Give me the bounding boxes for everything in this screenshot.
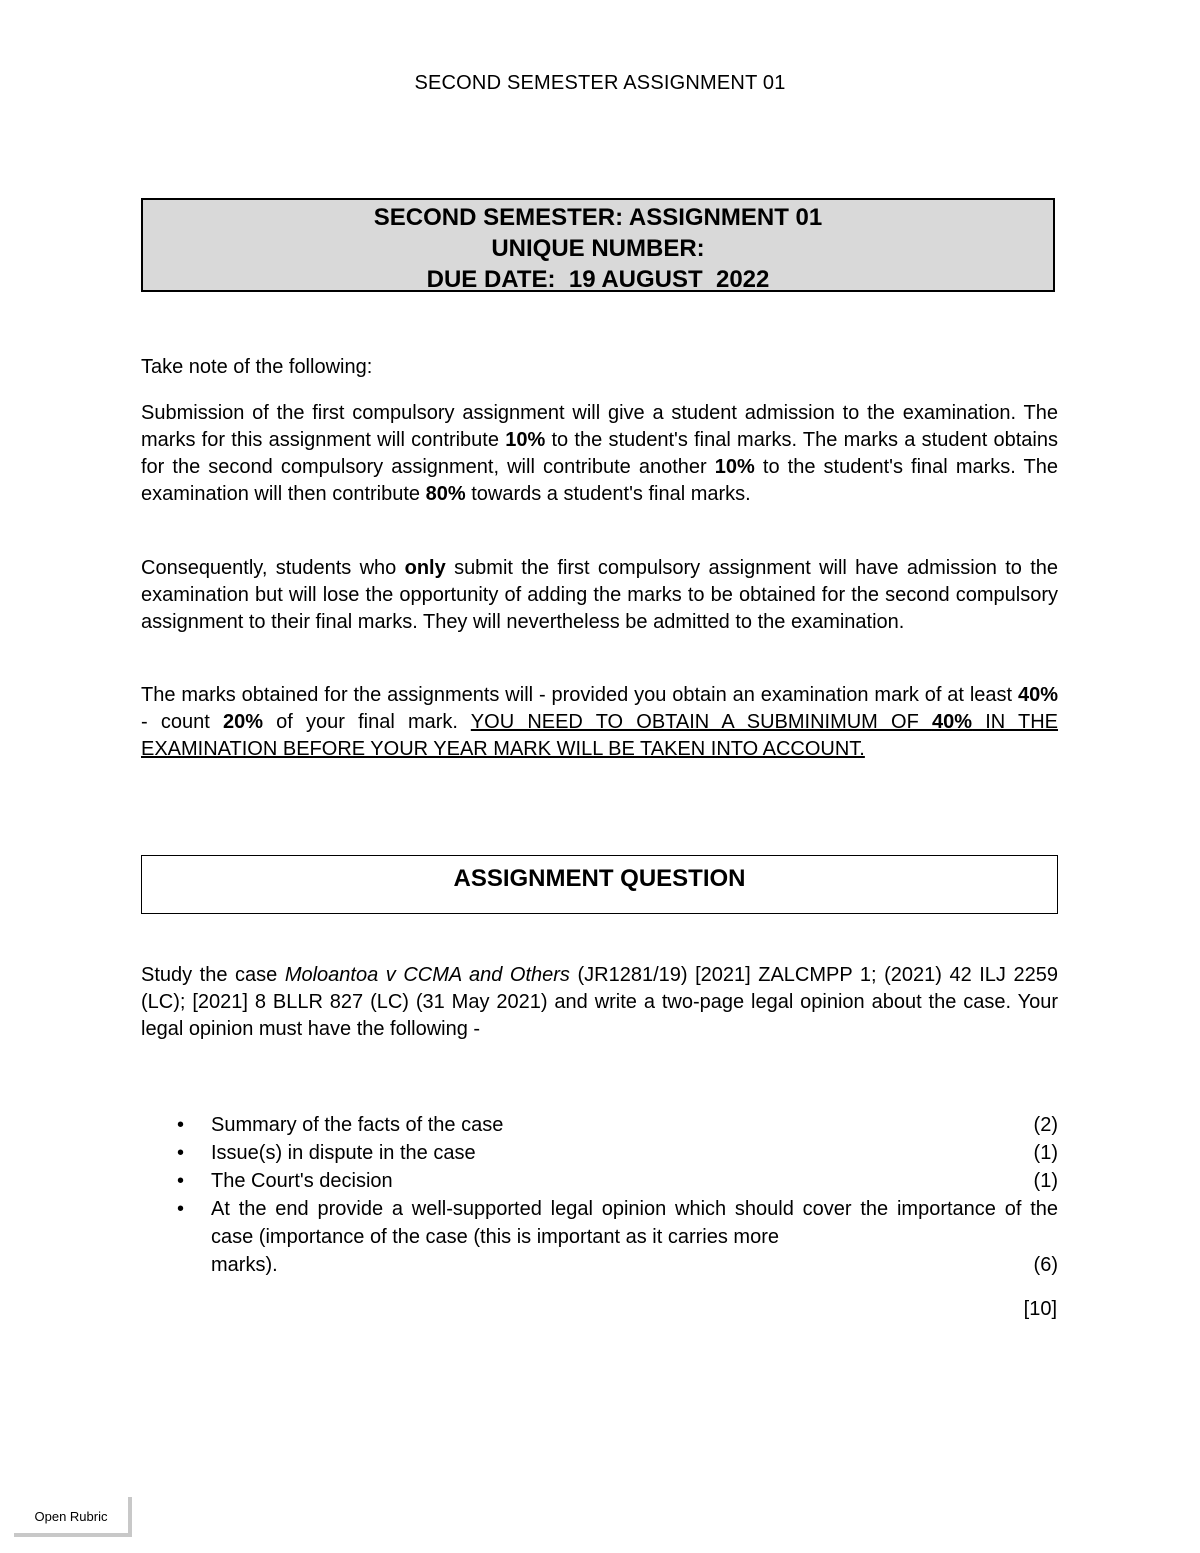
- assignment-title-box: [141, 198, 1055, 292]
- assignment-question-box: [141, 855, 1058, 914]
- list-item: • Summary of the facts of the case (2): [141, 1111, 1058, 1139]
- requirements-list: [141, 1111, 1058, 1279]
- marks: (2): [1033, 1114, 1058, 1136]
- paragraph-admission: [141, 400, 1058, 508]
- list-item: • Issue(s) in dispute in the case (1): [141, 1139, 1058, 1167]
- assignment-question-heading: ASSIGNMENT QUESTION: [453, 865, 746, 892]
- title-line-assignment: SECOND SEMESTER: ASSIGNMENT 01: [373, 204, 823, 231]
- bullet-icon: •: [177, 1114, 185, 1136]
- title-line-unique-number: UNIQUE NUMBER:: [491, 235, 705, 262]
- paragraph-subminimum: [141, 682, 1058, 763]
- bullet-icon: •: [177, 1170, 185, 1192]
- paragraph-subminimum-text: The marks obtained for the assignments will - provided you obtain an examination mark of at least 40% - count 20% of your final mark. YOU NEED TO OBTAIN A SUBMINIMUM OF 40% IN THE EXAMINATION BEFORE YOUR YEAR MARK WILL BE TAKEN INTO ACCOUNT.: [141, 684, 1059, 760]
- marks: (1): [1033, 1142, 1058, 1164]
- bullet-icon: •: [177, 1142, 185, 1164]
- question-paragraph: Study the case Moloantoa v CCMA and Others (JR1281/19) [2021] ZALCMPP 1; (2021) 42 ILJ 2259 (LC); [2021] 8 BLLR 827 (LC) (31 May 2021) and write a two-page legal opinion about the case. Your legal opinion must have the following -: [141, 964, 1058, 1040]
- marks: (1): [1033, 1170, 1058, 1192]
- open-rubric-button[interactable]: Open Rubric: [14, 1497, 132, 1537]
- marks: (6): [1033, 1254, 1058, 1276]
- question-text: [141, 962, 1058, 1043]
- list-item: • At the end provide a well-supported legal opinion which should cover the importance of the case (importance of the case (this is important as it carries more marks). (6): [141, 1195, 1058, 1279]
- paragraph-admission-text: Submission of the first compulsory assignment will give a student admission to the examination. The marks for this assignment will contribute 10% to the student's final marks. The marks a student obtains for the second compulsory assignment, will contribute another 10% to the student's final marks. The examination will then contribute 80% towards a student's final marks.: [141, 402, 1058, 505]
- total-marks: [10]: [1023, 1298, 1057, 1320]
- note-heading-text: Take note of the following:: [141, 356, 373, 378]
- title-line-due-date: DUE DATE: 19 AUGUST 2022: [426, 266, 770, 293]
- paragraph-consequently-text: Consequently, students who only submit the first compulsory assignment will have admission to the examination but will lose the opportunity of adding the marks to be obtained for the second compulsory assignment to their final marks. They will nevertheless be admitted to the examination.: [141, 557, 1059, 633]
- list-item: • The Court's decision (1): [141, 1167, 1058, 1195]
- page-header: SECOND SEMESTER ASSIGNMENT 01: [414, 72, 786, 94]
- paragraph-consequently: [141, 555, 1058, 636]
- bullet-icon: •: [177, 1198, 185, 1220]
- note-heading: [141, 354, 1058, 381]
